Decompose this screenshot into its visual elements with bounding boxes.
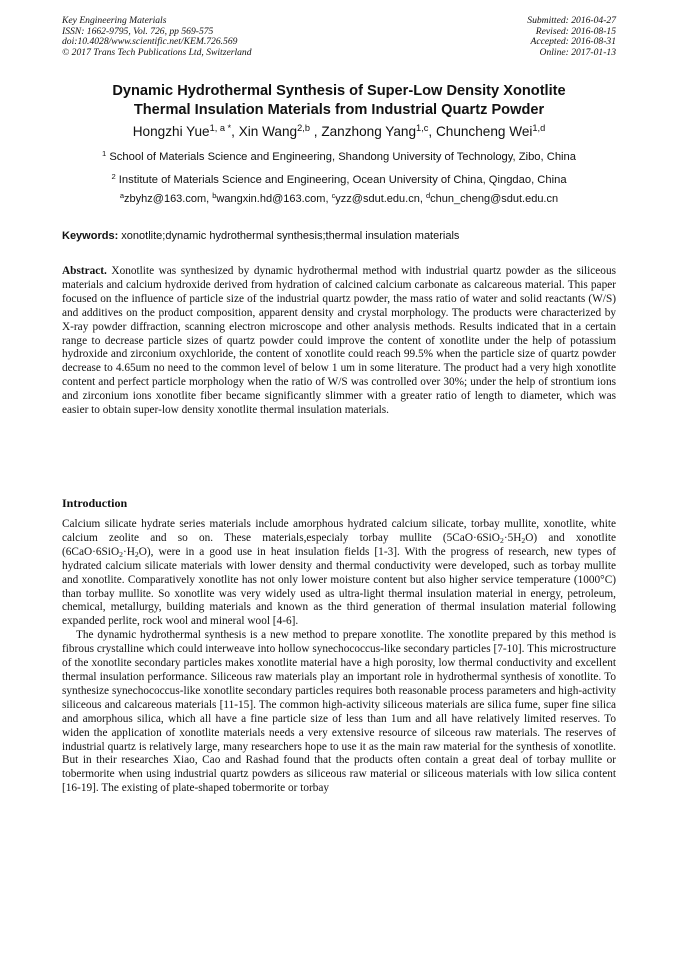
journal-doi: doi:10.4028/www.scientific.net/KEM.726.569 bbox=[62, 36, 238, 48]
date-revised: Revised: 2016-08-15 bbox=[535, 25, 616, 37]
title-line-2: Thermal Insulation Materials from Industrial Quartz Powder bbox=[133, 102, 545, 118]
keywords-label: Keywords: bbox=[62, 230, 119, 242]
date-submitted: Submitted: 2016-04-27 bbox=[527, 15, 616, 26]
affiliation-text: Institute of Materials Science and Engineering, Ocean University of China, Qingdao, China bbox=[118, 174, 567, 186]
author-affiliation-mark: 1, a * bbox=[209, 122, 232, 133]
author-emails bbox=[20, 190, 658, 205]
journal-copyright: © 2017 Trans Tech Publications Ltd, Switzerland bbox=[62, 46, 252, 58]
subscript: 2 bbox=[134, 549, 139, 559]
subscript: 2 bbox=[499, 535, 504, 545]
author-affiliation-mark: 1,d bbox=[532, 122, 546, 133]
text-run: O) and xonotlite (6CaO·6SiO bbox=[62, 531, 616, 558]
keywords-text: xonotlite;dynamic hydrothermal synthesis;thermal insulation materials bbox=[118, 230, 460, 242]
affiliation-number: 1 bbox=[102, 148, 107, 158]
paragraph bbox=[62, 518, 616, 629]
abstract bbox=[62, 265, 616, 418]
subscript: 2 bbox=[521, 535, 526, 545]
author-name: Xin Wang bbox=[238, 124, 298, 139]
abstract-label: Abstract. bbox=[62, 265, 107, 277]
title-line-1: Dynamic Hydrothermal Synthesis of Super-Low Density Xonotlite bbox=[112, 83, 566, 99]
abstract-text: Xonotlite was synthesized by dynamic hydrothermal method with industrial quartz powder as the siliceous materials and calcium hydroxide derived from hydration of calcined calcium carbonate as calcareous material. This paper focused on the influence of particle size of the industrial quartz powder, the mass ratio of water and solid reactants (W/S) and additives on the product composition, apparent density and crystal morphology. The products were characterized by X-ray powder diffraction, scanning electron microscope and other analysis methods. Results indicated that in a certain range to decrease particle sizes of quartz powder could improve the content of xonotlite under the help of potassium hydroxide and zirconium oxychloride, the content of xonotlite could reach 99.5% when the particle size of quartz powder decrease to 4.65um no need to the common level of below 1 um in some literature. The product had a very high xonotlite content and perfect particle morphology when the ratio of W/S was controlled over 30%; under the help of strontium ions and zirconium ions xonotlite fiber became significantly slimmer with a greater ratio of length to diameter, which was easier to obtain super-low density xonotlite thermal insulation materials. bbox=[62, 265, 616, 417]
email-mark: c bbox=[331, 190, 336, 200]
email-mark: b bbox=[212, 190, 217, 200]
author-name: Zanzhong Yang bbox=[321, 124, 417, 139]
email-separator: , bbox=[206, 193, 213, 205]
affiliation-1 bbox=[20, 148, 658, 163]
date-online: Online: 2017-01-13 bbox=[539, 46, 616, 58]
email-address[interactable]: yzz@sdut.edu.cn bbox=[335, 193, 420, 205]
email-address[interactable]: wangxin.hd@163.com bbox=[216, 193, 326, 205]
text-run: Calcium silicate hydrate series materials include amorphous hydrated calcium silicate, torbay mullite, xonotlite, white calcium zeolite and so on. These materials,especialy torbay mullite (5CaO·6SiO bbox=[62, 518, 616, 544]
author-affiliation-mark: 1,c bbox=[416, 122, 429, 133]
paper-title bbox=[40, 82, 638, 120]
author-affiliation-mark: 2,b bbox=[297, 122, 310, 133]
affiliation-number: 2 bbox=[111, 171, 116, 181]
journal-info bbox=[62, 16, 252, 58]
publication-dates bbox=[527, 16, 616, 58]
subscript: 2 bbox=[119, 549, 123, 559]
email-mark: a bbox=[119, 190, 125, 200]
text-run: ·5H bbox=[503, 531, 522, 544]
introduction-body bbox=[62, 518, 616, 796]
journal-name: Key Engineering Materials bbox=[62, 15, 167, 26]
affiliation-2 bbox=[20, 171, 658, 186]
author-name: Chuncheng Wei bbox=[435, 124, 533, 139]
email-address[interactable]: zbyhz@163.com bbox=[124, 193, 207, 205]
author-list bbox=[20, 124, 658, 139]
email-separator: , bbox=[419, 193, 426, 205]
date-accepted: Accepted: 2016-08-31 bbox=[530, 36, 616, 48]
affiliation-text: School of Materials Science and Engineering, Shandong University of Technology, Zibo, China bbox=[109, 151, 576, 163]
author-separator: , bbox=[309, 124, 322, 139]
author-separator: , bbox=[231, 124, 239, 139]
text-run: O), were in a good use in heat insulation fields [1-3]. With the progress of research, new types of hydrated calcium silicate materials with lower density and thermal conductivity were developed, such as torbay mullite and xonotlite. Comparatively xonotlite has not only lower moisture content but also higher service temperature (1000°C) than torbay mullite. So xonotlite was very widely used as ultra-light thermal insulation material in energy, petroleum, chemical, metallurgy, building materials and known as the third generation of thermal insulation material following expanded perlite, rock wool and mineral wool [4-6]. bbox=[62, 545, 616, 628]
author-name: Hongzhi Yue bbox=[132, 124, 210, 139]
section-heading-introduction: Introduction bbox=[62, 496, 128, 510]
paragraph: The dynamic hydrothermal synthesis is a new method to prepare xonotlite. The xonotlite prepared by this method is fibrous crystalline which could interweave into hollow synechococcus-like secondary particles [7-10]. This microstructure of the xonotlite secondary particles makes xonotlite material have a high porosity, low thermal conductivity and excellent thermal insulation performance. Siliceous raw materials play an important role in hydrothermal synthesis of xonotlite. To synthesize synechococcus-like xonotlite secondary particles requires both reasonable process parameters and high-activity siliceous and calcareous materials [11-15]. The common high-activity siliceous materials are silica fume, super fine silica and amorphous silica, which all have a fine particle size of less than 1um and all have relatively limited reserves. To widen the application of xonotlite materials needs a very extensive resource of silceous raw materials. The reserves of industrial quartz is relatively large, many researchers hope to use it as the main raw material for the synthesis of xonotlite. But in their researches Xiao, Cao and Rashad found that the products often contain a great deal of torbay mullite or tobermorite when using industrial quartz powders as siliceous raw material or siliceous materials with low silica content [16-19]. The existing of plate-shaped tobermorite or torbay bbox=[62, 629, 616, 795]
text-run: ·H bbox=[122, 545, 135, 558]
email-mark: d bbox=[425, 190, 431, 200]
email-separator: , bbox=[325, 193, 332, 205]
journal-issn: ISSN: 1662-9795, Vol. 726, pp 569-575 bbox=[62, 25, 214, 37]
keywords bbox=[62, 230, 616, 242]
author-separator: , bbox=[428, 124, 436, 139]
email-address[interactable]: chun_cheng@sdut.edu.cn bbox=[430, 193, 559, 205]
